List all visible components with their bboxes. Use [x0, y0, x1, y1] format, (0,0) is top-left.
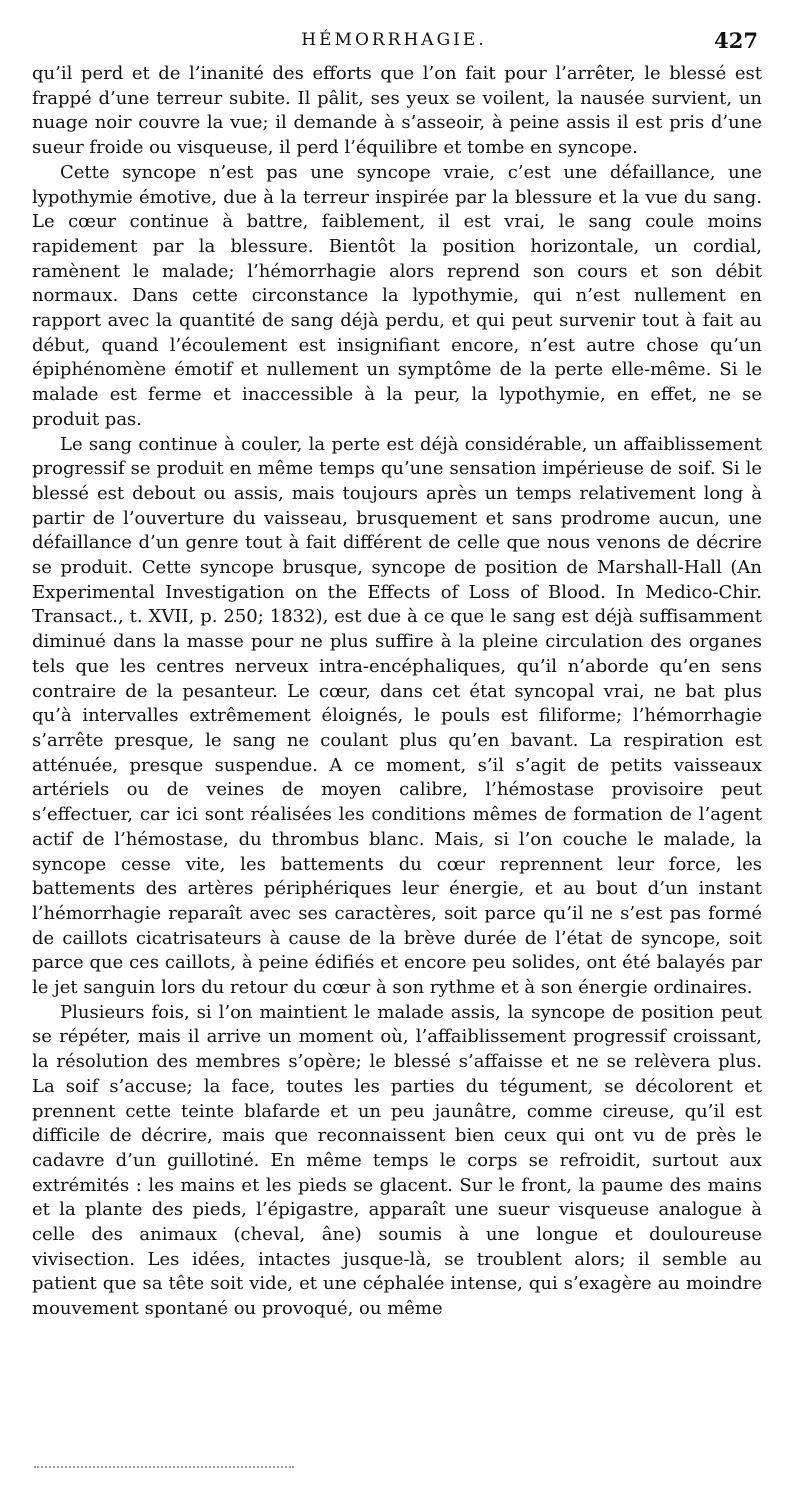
running-title: HÉMORRHAGIE. — [301, 30, 487, 50]
page-number: 427 — [714, 28, 758, 53]
page-header — [30, 30, 758, 60]
body-text — [32, 62, 762, 1322]
paragraph-1: qu’il perd et de l’inanité des efforts que l’on fait pour l’arrêter, le blessé est frappé d’une terreur subite. Il pâlit, ses yeux se voilent, la nausée survient, un nuage noir couvre la vue; il demande à s’asseoir, à peine assis il est pris d’une sueur froide ou visqueuse, il perd l’équilibre et tombe en syncope. — [32, 63, 762, 159]
paragraph-2: Cette syncope n’est pas une syncope vraie, c’est une défaillance, une lypothymie émotive, due à la terreur inspirée par la blessure et la vue du sang. Le cœur continue à battre, faiblement, il est vrai, le sang coule moins rapidement par la blessure. Bientôt la position horizontale, un cordial, ramènent le malade; l’hémorrhagie alors reprend son cours et son débit normaux. Dans cette circonstance la lypothymie, qui n’est nullement en rapport avec la quantité de sang déjà perdu, et qui peut survenir tout à fait au début, quand l’écoulement est insignifiant encore, n’est autre chose qu’un épiphénomène émotif et nullement un symptôme de la perte elle-même. Si le malade est ferme et inaccessible à la peur, la lypothymie, en effet, ne se produit pas. — [32, 161, 762, 430]
paragraph-3: Le sang continue à couler, la perte est déjà considérable, un affaiblissement progressif se produit en même temps qu’une sensation impérieuse de soif. Si le blessé est debout ou assis, mais toujours après un temps relativement long à partir de l’ouverture du vaisseau, brusquement et sans prodrome aucun, une défaillance d’un genre tout à fait différent de celle que nous venons de décrire se produit. Cette syncope brusque, syncope de position de Marshall-Hall (An Experimental Investigation on the Effects of Loss of Blood. In Medico-Chir. Transact., t. XVII, p. 250; 1832), est due à ce que le sang est déjà suffisamment diminué dans la masse pour ne plus suffire à la pleine circulation des organes tels que les centres nerveux intra-encéphaliques, qu’il n’aborde qu’en sens contraire de la pesanteur. Le cœur, dans cet état syncopal vrai, ne bat plus qu’à intervalles extrêmement éloignés, le pouls est filiforme; l’hémorrhagie s’arrête presque, le sang ne coulant plus qu’en bavant. La respiration est atténuée, presque suspendue. A ce moment, s’il s’agit de petits vaisseaux artériels ou de veines de moyen calibre, l’hémostase provisoire peut s’effectuer, car ici sont réalisées les conditions mêmes de formation de l’agent actif de l’hémostase, du thrombus blanc. Mais, si l’on couche le malade, la syncope cesse vite, les battements du cœur reprennent leur force, les battements des artères périphériques leur énergie, et au bout d’un instant l’hémorrhagie reparaît avec ses caractères, soit parce qu’il ne s’est pas formé de caillots cicatrisateurs à cause de la brève durée de l’état de syncope, soit parce que ces caillots, à peine édifiés et encore peu solides, ont été balayés par le jet sanguin lors du retour du cœur à son rythme et à son énergie ordinaires. — [32, 433, 762, 999]
footer-rule — [34, 1466, 294, 1468]
paragraph-4: Plusieurs fois, si l’on maintient le malade assis, la syncope de position peut se répéter, mais il arrive un moment où, l’affaiblissement progressif croissant, la résolution des membres s’opère; le blessé s’affaisse et ne se relèvera plus. La soif s’accuse; la face, toutes les parties du tégument, se décolorent et prennent cette teinte blafarde et un peu jaunâtre, comme cireuse, qu’il est difficile de décrire, mais que reconnaissent bien ceux qui ont vu de près le cadavre d’un guillotiné. En même temps le corps se refroidit, surtout aux extrémités : les mains et les pieds se glacent. Sur le front, la paume des mains et la plante des pieds, l’épigastre, apparaît une sueur visqueuse analogue à celle des animaux (cheval, âne) soumis à une longue et douloureuse vivisection. Les idées, intactes jusque-là, se troublent alors; il semble au patient que sa tête soit vide, et une céphalée intense, qui s’exagère au moindre mouvement spontané ou provoqué, ou même — [32, 1001, 762, 1320]
